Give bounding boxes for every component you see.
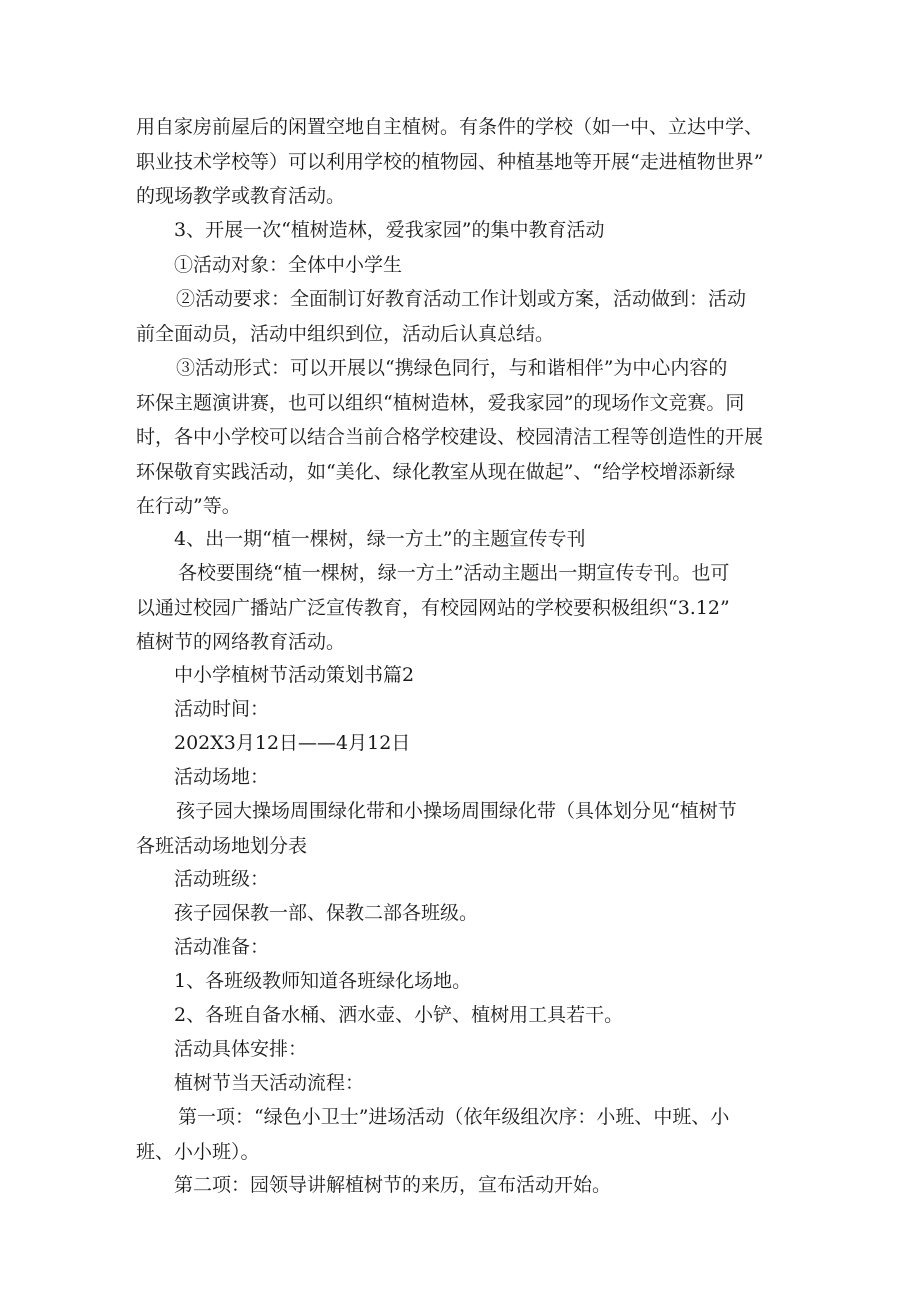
paragraph [136,1168,796,1203]
paragraph [136,282,796,351]
text-line: 在行动”等。 [136,495,241,517]
text-line: 环保主题演讲赛，也可以组织“植树造林，爱我家园”的现场作文竞赛。同 [136,391,745,414]
paragraph [136,930,796,965]
text-line: 的现场教学或教育活动。 [136,185,346,207]
text-line: 职业技术学校等）可以利用学校的植物园、种植基地等开展“走进植物世界” [136,150,764,173]
text-line: 各校要围绕“植一棵树，绿一方土”活动主题出一期宣传专刊。也可 [178,562,730,584]
paragraph [136,1032,796,1067]
text-line: 植树节当天活动流程： [174,1072,365,1094]
text-line: ②活动要求：全面制订好教育活动工作计划或方案，活动做到：活动 [176,288,747,310]
text-line: 以通过校园广播站广泛宣传教育，有校园网站的学校要积极组织“3.12” [136,596,730,619]
paragraph [136,351,796,524]
paragraph [136,964,796,999]
text-line: 孩子园保教一部、保教二部各班级。 [174,902,479,924]
text-line: 活动班级： [174,868,270,890]
text-line: 活动具体安排： [174,1038,308,1060]
paragraph [136,556,796,660]
section-heading [136,213,796,248]
paragraph [136,896,796,931]
article-title [136,658,796,693]
paragraph [136,692,796,727]
text-line: 活动场地： [174,766,270,788]
paragraph [136,998,796,1033]
text-line: 中小学植树节活动策划书篇2 [174,664,415,686]
text-line: 202X3月12日——4月12日 [174,732,411,754]
text-line: 用自家房前屋后的闲置空地自主植树。有条件的学校（如一中、立达中学、 [136,116,764,138]
text-line: ③活动形式：可以开展以“携绿色同行，与和谐相伴”为中心内容的 [176,357,728,379]
text-line: 植树节的网络教育活动。 [136,631,346,653]
paragraph [136,794,796,863]
text-line: 活动准备： [174,936,270,958]
paragraph [136,862,796,897]
text-line: 活动时间： [174,698,270,720]
paragraph [136,726,796,761]
text-line: 第二项：园领导讲解植树节的来历，宣布活动开始。 [174,1174,612,1196]
paragraph [136,760,796,795]
text-line: 孩子园大操场周围绿化带和小操场周围绿化带（具体划分见“植树节 [176,800,737,822]
text-line: 2、各班自备水桶、洒水壶、小铲、植树用工具若干。 [174,1004,624,1026]
text-line: 1、各班级教师知道各班绿化场地。 [174,970,472,992]
text-line: 前全面动员，活动中组织到位，活动后认真总结。 [136,322,555,345]
text-line: 时，各中小学校可以结合当前合格学校建设、校园清洁工程等创造性的开展 [136,426,764,448]
text-line: 环保敬育实践活动，如“美化、绿化教室从现在做起”、“给学校增添新绿 [136,460,736,483]
paragraph [136,248,796,283]
text-line: 各班活动场地划分表 [136,834,308,857]
text-line: 3、开展一次“植树造林，爱我家园”的集中教育活动 [174,219,605,241]
text-line: 4、出一期“植一棵树，绿一方土”的主题宣传专刊 [174,528,586,550]
text-line: 第一项：“绿色小卫士”进场活动（依年级组次序：小班、中班、小 [178,1106,730,1128]
paragraph [136,1066,796,1101]
text-line: 班、小小班）。 [136,1140,260,1163]
paragraph [136,110,796,214]
text-line: ①活动对象：全体中小学生 [174,254,403,276]
paragraph [136,1100,796,1169]
section-heading [136,522,796,557]
